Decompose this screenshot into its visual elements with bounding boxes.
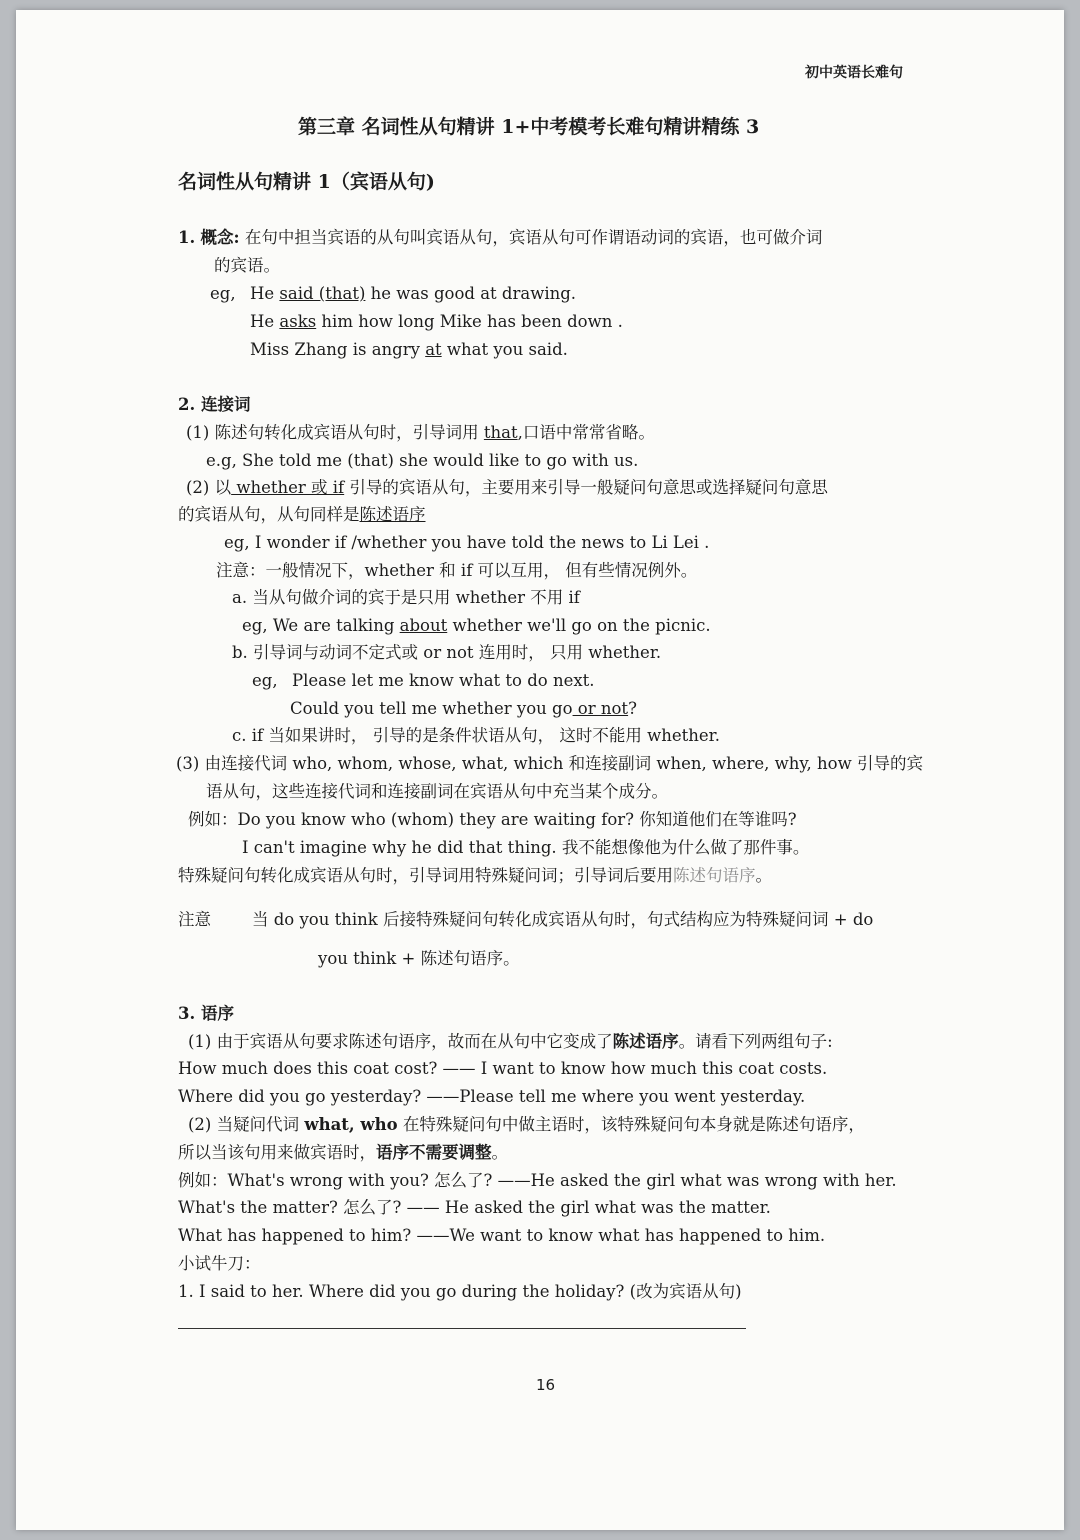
example-3-u: at <box>425 340 442 359</box>
rule-2-b: 引导的宾语从句，主要用来引导一般疑问句意思或选择疑问句意思 <box>344 478 828 497</box>
rule-2-u: whether 或 if <box>231 478 345 497</box>
rule-b-eg-label: eg, <box>252 671 278 690</box>
example-1 <box>250 283 576 305</box>
wo2-a: (2) 当疑问代词 <box>188 1115 305 1134</box>
concept-label: 概念: <box>200 228 240 247</box>
wo2c-b: 。 <box>491 1143 508 1162</box>
example-1-u: said (that) <box>279 284 366 303</box>
rule-2-example: eg, I wonder if /whether you have told the news to Li Lei . <box>224 533 710 552</box>
document-page <box>16 10 1064 1530</box>
special-b: 。 <box>755 866 772 885</box>
chapter-title: 第三章 名词性从句精讲 1+中考模考长难句精讲精练 3 <box>298 116 760 138</box>
wo2-bold: what, who <box>304 1115 398 1134</box>
rule-1-example: e.g, She told me (that) she would like to go with us. <box>206 451 639 470</box>
concept-line-1 <box>178 227 822 249</box>
rule-2 <box>186 477 828 499</box>
rule-b: b. 引导词与动词不定式或 or not 连用时， 只用 whether. <box>232 643 662 662</box>
wo2-b: 在特殊疑问句中做主语时，该特殊疑问句本身就是陈述句语序， <box>397 1115 865 1134</box>
eg-label: eg, <box>210 284 236 303</box>
rule-1-a: (1) 陈述句转化成宾语从句时，引导词用 <box>186 423 484 442</box>
rule-2-note: 注意：一般情况下，whether 和 if 可以互用， 但有些情况例外。 <box>216 561 698 580</box>
rule-a: a. 当从句做介词的宾于是只用 whether 不用 if <box>232 588 580 607</box>
special-question-rule <box>178 865 772 887</box>
rule-1-u: that <box>483 423 518 442</box>
wo1-a: (1) 由于宾语从句要求陈述句语序，故而在从句中它变成了 <box>188 1032 613 1051</box>
word-order-example-2: Where did you go yesterday? ——Please tell me where you went yesterday. <box>178 1087 806 1106</box>
wo1-b: 。请看下列两组句子: <box>678 1032 833 1051</box>
rule-2-cont-u: 陈述语序 <box>359 505 426 524</box>
answer-line <box>178 1328 746 1329</box>
running-header: 初中英语长难句 <box>805 65 903 81</box>
section-title: 名词性从句精讲 1（宾语从句) <box>178 171 435 193</box>
example-3-b: what you said. <box>441 340 568 359</box>
rule-b-example-2 <box>290 698 637 720</box>
rule-b-example-2-b: ? <box>628 699 637 718</box>
practice-label: 小试牛刀： <box>178 1254 261 1273</box>
rule-3-cont: 语从句，这些连接代词和连接副词在宾语从句中充当某个成分。 <box>206 782 668 801</box>
note-2-line-2: you think + 陈述句语序。 <box>318 949 520 968</box>
rule-2-cont-a: 的宾语从句，从句同样是 <box>178 505 360 524</box>
rule-c: c. if 当如果讲时， 引导的是条件状语从句， 这时不能用 whether. <box>232 726 720 745</box>
rule-3-example-1: 例如：Do you know who (whom) they are waiting for? 你知道他们在等谁吗? <box>188 810 797 829</box>
word-order-example-3: 例如：What's wrong with you? 怎么了? ——He asked the girl what was wrong with her. <box>178 1171 897 1190</box>
word-order-example-1: How much does this coat cost? —— I want to know how much this coat costs. <box>178 1059 828 1078</box>
rule-2-a: (2) 以 <box>186 478 232 497</box>
example-2 <box>250 311 623 333</box>
rule-b-example-2-u: or not <box>572 699 629 718</box>
rule-a-example-u: about <box>399 616 448 635</box>
word-order-rule-2 <box>188 1114 865 1136</box>
rule-a-example-b: whether we'll go on the picnic. <box>447 616 711 635</box>
concept-text: 在句中担当宾语的从句叫宾语从句，宾语从句可作谓语动词的宾语，也可做介词 <box>244 228 823 247</box>
rule-2-cont <box>178 504 426 526</box>
rule-a-example-a: eg, We are talking <box>242 616 400 635</box>
concept-line-2: 的宾语。 <box>214 256 280 275</box>
example-2-u: asks <box>279 312 317 331</box>
word-order-example-4: What's the matter? 怎么了? —— He asked the girl what was the matter. <box>178 1198 771 1217</box>
example-3-a: Miss Zhang is angry <box>250 340 426 359</box>
rule-3: (3) 由连接代词 who, whom, whose, what, which 和连接副词 when, where, why, how 引导的宾 <box>176 754 923 773</box>
example-3 <box>250 339 568 361</box>
rule-3-example-2: I can't imagine why he did that thing. 我不能想像他为什么做了那件事。 <box>242 838 810 857</box>
example-1-a: He <box>250 284 280 303</box>
special-gray: 陈述句语序 <box>673 866 756 885</box>
example-2-a: He <box>250 312 280 331</box>
example-1-b: he was good at drawing. <box>365 284 577 303</box>
conjunctions-title: 2. 连接词 <box>178 395 251 414</box>
note-2-line-1: 当 do you think 后接特殊疑问句转化成宾语从句时，句式结构应为特殊疑问词 + do <box>252 910 874 929</box>
word-order-example-5: What has happened to him? ——We want to know what has happened to him. <box>178 1226 826 1245</box>
rule-1 <box>186 422 655 444</box>
example-2-b: him how long Mike has been down . <box>316 312 623 331</box>
concept-number: 1. <box>178 228 196 247</box>
wo2c-a: 所以当该句用来做宾语时， <box>178 1143 376 1162</box>
note-2-label: 注意 <box>178 910 211 929</box>
page-number: 16 <box>536 1376 556 1394</box>
wo2c-bold: 语序不需要调整 <box>376 1143 492 1162</box>
rule-b-example-2-a: Could you tell me whether you go <box>290 699 573 718</box>
rule-1-b: ,口语中常常省略。 <box>517 423 655 442</box>
wo1-bold: 陈述语序 <box>612 1032 679 1051</box>
word-order-rule-2-cont <box>178 1142 508 1164</box>
rule-a-example <box>242 615 711 637</box>
rule-b-example-1: Please let me know what to do next. <box>292 671 595 690</box>
word-order-title: 3. 语序 <box>178 1004 234 1023</box>
practice-question-1: 1. I said to her. Where did you go during the holiday? (改为宾语从句) <box>178 1282 742 1301</box>
word-order-rule-1 <box>188 1031 833 1053</box>
special-a: 特殊疑问句转化成宾语从句时，引导词用特殊疑问词；引导词后要用 <box>178 866 673 885</box>
